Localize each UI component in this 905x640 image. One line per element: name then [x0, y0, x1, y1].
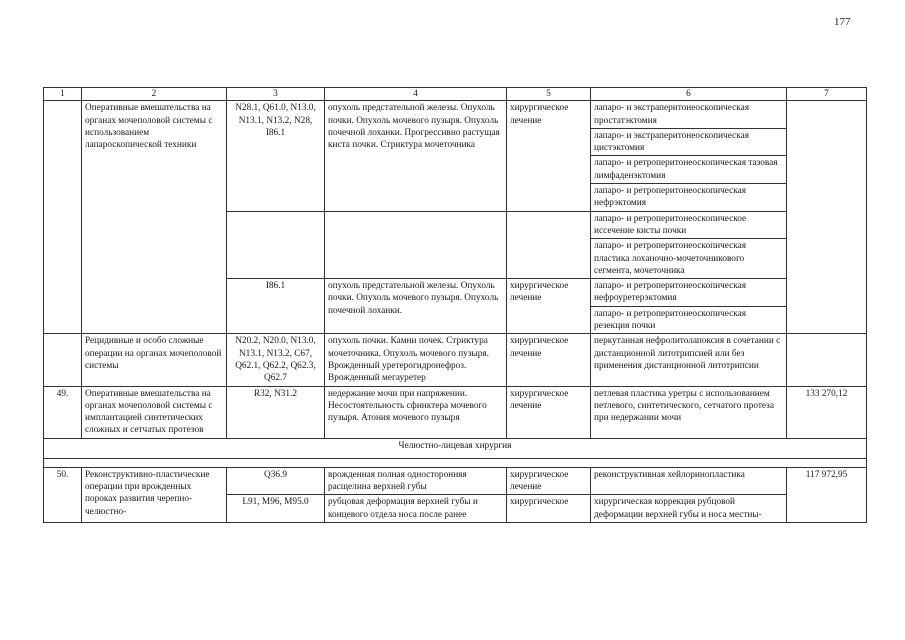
codes-cell: L91, M96, M95.0	[227, 495, 325, 523]
procedure-name-cell: Оперативные вмешательства на органах мочеполовой системы с имплантацией синтетических сложных и сетчатых протезов	[82, 386, 227, 438]
page-number: 177	[834, 16, 851, 28]
table-row	[44, 467, 867, 495]
codes-cell	[227, 211, 325, 278]
codes-cell: R32, N31.2	[227, 386, 325, 438]
procedure-name-cell: Оперативные вмешательства на органах мочеполовой системы с использованием лапароскопической техники	[82, 101, 227, 334]
col-header: 1	[44, 88, 82, 101]
model-cell: опухоль почки. Камни почек. Стриктура мочеточника. Опухоль мочевого пузыря. Врожденный уретерогидронефроз. Врожденный мегауретер	[325, 334, 507, 386]
cost-cell: 117 972,95	[787, 467, 867, 522]
section-row	[44, 438, 867, 458]
table-row	[44, 334, 867, 386]
method-cell: лапаро- и экстраперитонеоскопическая простатэктомия	[591, 101, 787, 129]
codes-cell: N28.1, Q61.0, N13.0, N13.1, N13.2, N28, I86.1	[227, 101, 325, 211]
col-header: 2	[82, 88, 227, 101]
row-number-cell	[44, 101, 82, 334]
method-cell: лапаро- и ретроперитонеоскопическая тазовая лимфаденэктомия	[591, 156, 787, 184]
codes-cell: N20.2, N20.0, N13.0, N13.1, N13.2, C67, Q62.1, Q62.2, Q62.3, Q62.7	[227, 334, 325, 386]
method-cell: лапаро- и ретроперитонеоскопическая резекция почки	[591, 306, 787, 334]
treatment-cell: хирургическое лечение	[507, 386, 591, 438]
method-cell: лапаро- и ретроперитонеоскопическая нефрэктомия	[591, 184, 787, 212]
procedure-name-cell: Реконструктивно-пластические операции при врожденных пороках развития черепно-челюстно-	[82, 467, 227, 522]
cost-cell	[787, 101, 867, 334]
method-cell: лапаро- и ретроперитонеоскопическая пластика лоханочно-мочеточникового сегмента, мочеточника	[591, 239, 787, 279]
treatment-cell: хирургическое	[507, 495, 591, 523]
col-header: 5	[507, 88, 591, 101]
cost-cell	[787, 334, 867, 386]
treatment-cell: хирургическое лечение	[507, 467, 591, 495]
method-cell: лапаро- и ретроперитонеоскопическое иссечение кисты почки	[591, 211, 787, 239]
spacer-cell	[44, 458, 867, 467]
treatment-cell: хирургическое лечение	[507, 279, 591, 334]
codes-cell: Q36.9	[227, 467, 325, 495]
spacer-row	[44, 458, 867, 467]
model-cell: недержание мочи при напряжении. Несостоятельность сфинктера мочевого пузыря. Атония мочевого пузыря	[325, 386, 507, 438]
model-cell	[325, 211, 507, 278]
row-number-cell	[44, 334, 82, 386]
method-cell: хирургическая коррекция рубцовой деформации верхней губы и носа местны-	[591, 495, 787, 523]
row-number-cell: 50.	[44, 467, 82, 522]
table-row	[44, 101, 867, 129]
col-header: 7	[787, 88, 867, 101]
method-cell: перкутанная нефролитолапоксия в сочетании с дистанционной литотрипсией или без применения дистанционной литотрипсии	[591, 334, 787, 386]
cost-cell: 133 270,12	[787, 386, 867, 438]
model-cell: опухоль предстательной железы. Опухоль почки. Опухоль мочевого пузыря. Опухоль почечной лоханки. Прогрессивно растущая киста почки. Стриктура мочеточника	[325, 101, 507, 211]
method-cell: лапаро- и ретроперитонеоскопическая нефроуретерэктомия	[591, 279, 787, 307]
procedures-table	[43, 87, 867, 523]
method-cell: реконструктивная хейлоринопластика	[591, 467, 787, 495]
model-cell: опухоль предстательной железы. Опухоль почки. Опухоль мочевого пузыря. Опухоль почечной лоханки.	[325, 279, 507, 334]
col-header: 3	[227, 88, 325, 101]
section-title: Челюстно-лицевая хирургия	[44, 438, 867, 458]
treatment-cell: хирургическое лечение	[507, 334, 591, 386]
treatment-cell	[507, 211, 591, 278]
column-number-row	[44, 88, 867, 101]
col-header: 6	[591, 88, 787, 101]
method-cell: лапаро- и экстраперитонеоскопическая цистэктомия	[591, 128, 787, 156]
row-number-cell: 49.	[44, 386, 82, 438]
method-cell: петлевая пластика уретры с использованием петлевого, синтетического, сетчатого протеза при недержании мочи	[591, 386, 787, 438]
model-cell: врожденная полная односторонняя расщелина верхней губы	[325, 467, 507, 495]
model-cell: рубцовая деформация верхней губы и концевого отдела носа после ранее	[325, 495, 507, 523]
treatment-cell: хирургическое лечение	[507, 101, 591, 211]
codes-cell: I86.1	[227, 279, 325, 334]
table-row	[44, 386, 867, 438]
col-header: 4	[325, 88, 507, 101]
procedure-name-cell: Рецидивные и особо сложные операции на органах мочеполовой системы	[82, 334, 227, 386]
